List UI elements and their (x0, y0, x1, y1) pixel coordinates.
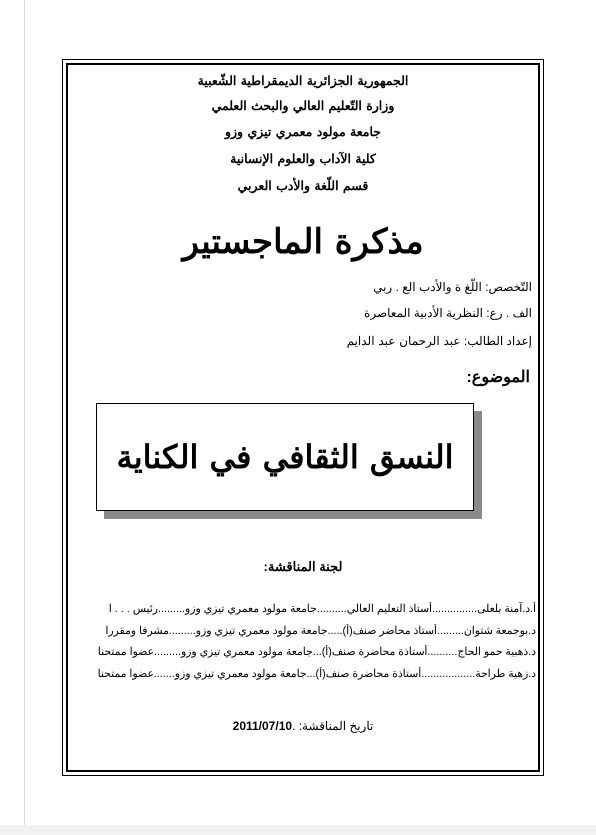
thesis-type-title: مذكرة الماجستير (182, 222, 424, 262)
committee-member: د.زهية طراحة..................أستاذة محاضرة صنف(أ)...جامعة مولود معمري تيزي وزو.......عضوا ممتحنا (97, 668, 536, 680)
header-ministry: وزارة التّعليم العالي والبحث العلمي (211, 98, 395, 113)
header-faculty: كلية الآداب والعلوم الإنسانية (230, 151, 376, 166)
student-label: إعداد الطالب: (463, 334, 532, 348)
topic-box (96, 403, 474, 511)
committee-member: د.بوجمعة شتوان.........أستاذ محاضر صنف(أ).....جامعة مولود معمري تيزي وزو.........مشرفا ومقررا (105, 625, 536, 637)
student-name: عبد الرحمان عبد الدايم (346, 334, 461, 348)
header-republic: الجمهورية الجزائرية الديمقراطية الشّعبية (197, 73, 409, 88)
committee-title: لجنة المناقشة: (263, 559, 343, 574)
committee-member: أ.د.آمنة بلعلى...............أستاذ التعليم العالي..........جامعة مولود معمري تيزي وزو.........رئيس . . . ا (108, 603, 536, 615)
topic-title: النسق الثقافي في الكناية (116, 438, 454, 476)
branch-line: الف . رع: النظرية الأدبية المعاصرة (364, 306, 532, 320)
defense-date-line (68, 719, 538, 733)
header-department: قسم اللّغة والأدب العربي (237, 178, 369, 193)
specialty-line: التّخصص: اللّغ ة والأدب الع . ربي (373, 280, 532, 294)
page-bottom-edge (0, 825, 596, 835)
defense-date: 2011/07/10 (232, 719, 293, 733)
header-university: جامعة مولود معمري تيزي وزو (224, 124, 382, 139)
page-edge (24, 0, 25, 835)
defense-date-label: تاريخ المناقشة: . (292, 719, 374, 733)
student-line (347, 334, 532, 348)
topic-label: الموضوع: (466, 369, 530, 386)
committee-member: د.ذهبية حمو الحاج..........أستاذة محاضرة صنف(أ)...جامعة مولود معمري تيزي وزو.........عضوا ممتحنا (97, 646, 536, 658)
document-frame (66, 63, 540, 772)
